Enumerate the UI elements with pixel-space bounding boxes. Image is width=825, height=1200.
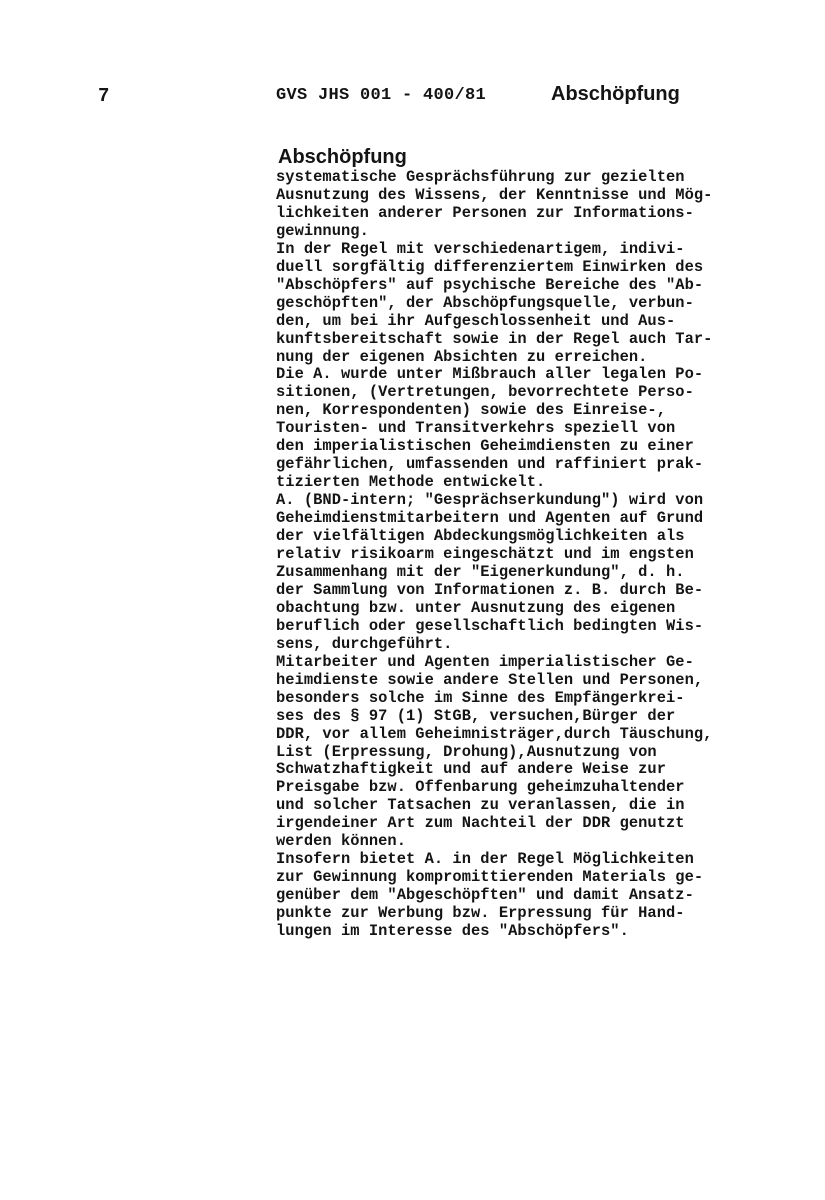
entry-text-line: Schwatzhaftigkeit und auf andere Weise zur — [276, 760, 667, 779]
entry-text-line: den, um bei ihr Aufgeschlossenheit und Aus- — [276, 311, 676, 330]
entry-text-line: heimdienste sowie andere Stellen und Personen, — [276, 670, 704, 689]
dictionary-entry — [276, 145, 776, 941]
page-number: 7 — [98, 85, 110, 107]
entry-text-line: der vielfältigen Abdeckungsmöglichkeiten als — [276, 527, 685, 546]
entry-text-line: sitionen, (Vertretungen, bevorrechtete Perso- — [276, 383, 694, 402]
entry-text-line: und solcher Tatsachen zu veranlassen, die in — [276, 796, 685, 815]
entry-text-line: DDR, vor allem Geheimnisträger,durch Täuschung, — [276, 724, 713, 743]
entry-text-line: lungen im Interesse des "Abschöpfers". — [276, 922, 629, 941]
entry-text-line: In der Regel mit verschiedenartigem, indivi- — [276, 239, 685, 258]
entry-text-line: werden können. — [276, 832, 407, 851]
entry-text-line: der Sammlung von Informationen z. B. durch Be- — [276, 580, 704, 599]
entry-title: Abschöpfung — [278, 146, 407, 168]
entry-text-line: kunftsbereitschaft sowie in der Regel auch Tar- — [276, 329, 713, 348]
entry-text-line: Touristen- und Transitverkehrs speziell von — [276, 419, 676, 438]
entry-text-line: Die A. wurde unter Mißbrauch aller legalen Po- — [276, 365, 704, 384]
entry-text-line: geschöpften", der Abschöpfungsquelle, verbun- — [276, 293, 694, 312]
entry-text-line: Zusammenhang mit der "Eigenerkundung", d. h. — [276, 562, 685, 581]
entry-text-line: irgendeiner Art zum Nachteil der DDR genutzt — [276, 814, 685, 833]
document-reference: GVS JHS 001 - 400/81 — [276, 86, 487, 105]
entry-text-line: List (Erpressung, Drohung),Ausnutzung von — [276, 742, 657, 761]
entry-text-line: Geheimdienstmitarbeitern und Agenten auf Grund — [276, 509, 704, 528]
entry-text-line: den imperialistischen Geheimdiensten zu einer — [276, 437, 694, 456]
entry-text-line: gefährlichen, umfassenden und raffiniert prak- — [276, 455, 704, 474]
entry-text-line: nen, Korrespondenten) sowie des Einreise-, — [276, 401, 667, 420]
entry-text-line: beruflich oder gesellschaftlich bedingten Wis- — [276, 616, 704, 635]
entry-text-line: Mitarbeiter und Agenten imperialistischer Ge- — [276, 652, 694, 671]
entry-text — [276, 169, 776, 941]
entry-text-line: systematische Gesprächsführung zur gezielten — [276, 168, 685, 186]
entry-text-line: sens, durchgeführt. — [276, 634, 453, 653]
entry-text-line: ses des § 97 (1) StGB, versuchen,Bürger der — [276, 706, 676, 725]
entry-text-line: besonders solche im Sinne des Empfängerkrei- — [276, 688, 685, 707]
entry-text-line: Ausnutzung des Wissens, der Kenntnisse und Mög- — [276, 185, 713, 204]
entry-text-line: nung der eigenen Absichten zu erreichen. — [276, 347, 648, 366]
entry-text-line: obachtung bzw. unter Ausnutzung des eigenen — [276, 598, 676, 617]
header-term: Abschöpfung — [551, 83, 680, 105]
entry-text-line: Insofern bietet A. in der Regel Möglichkeiten — [276, 850, 694, 869]
entry-text-line: tizierten Methode entwickelt. — [276, 473, 546, 492]
entry-text-line: lichkeiten anderer Personen zur Informations- — [276, 203, 694, 222]
entry-text-line: duell sorgfältig differenziertem Einwirken des — [276, 257, 704, 276]
entry-text-line: gewinnung. — [276, 221, 369, 240]
entry-text-line: relativ risikoarm eingeschätzt und im engsten — [276, 545, 694, 564]
entry-text-line: Preisgabe bzw. Offenbarung geheimzuhaltender — [276, 778, 685, 797]
entry-text-line: genüber dem "Abgeschöpften" und damit Ansatz- — [276, 886, 694, 905]
entry-text-line: A. (BND-intern; "Gesprächserkundung") wird von — [276, 491, 704, 510]
entry-text-line: punkte zur Werbung bzw. Erpressung für Hand- — [276, 904, 685, 923]
entry-text-line: zur Gewinnung kompromittierenden Materials ge- — [276, 868, 704, 887]
entry-text-line: "Abschöpfers" auf psychische Bereiche des "Ab- — [276, 275, 704, 294]
